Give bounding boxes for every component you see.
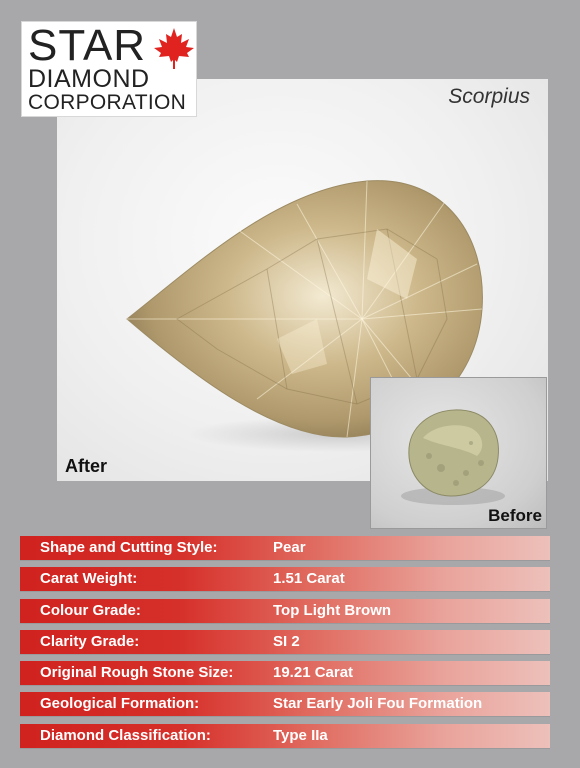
logo-line-corporation: CORPORATION: [28, 91, 187, 114]
spec-row-shape: [20, 536, 550, 560]
spec-value: 19.21 Carat: [273, 664, 354, 682]
spec-row-rough-size: [20, 661, 550, 685]
logo-line-diamond: DIAMOND: [28, 65, 150, 93]
spec-row-colour: [20, 599, 550, 623]
spec-label: Original Rough Stone Size:: [40, 664, 234, 682]
spec-value: Star Early Joli Fou Formation: [273, 695, 483, 713]
before-label: Before: [488, 506, 542, 525]
spec-label: Geological Formation:: [40, 695, 200, 713]
spec-label: Clarity Grade:: [40, 632, 140, 650]
spec-value: Pear: [273, 539, 306, 556]
spec-value: Type IIa: [273, 726, 328, 744]
spec-table: [20, 536, 550, 755]
stone-name: Scorpius: [448, 85, 530, 108]
spec-value: 1.51 Carat: [273, 570, 345, 588]
before-photo: [370, 377, 547, 529]
spec-row-classification: [20, 724, 550, 748]
maple-leaf-icon: [152, 26, 196, 70]
after-label: After: [65, 456, 108, 476]
spec-row-formation: [20, 692, 550, 716]
spec-label: Colour Grade:: [40, 601, 141, 619]
logo-line-star: STAR: [28, 21, 147, 70]
spec-label: Shape and Cutting Style:: [40, 539, 218, 556]
spec-label: Carat Weight:: [40, 570, 138, 588]
spec-row-clarity: [20, 630, 550, 654]
spec-row-carat: [20, 567, 550, 591]
spec-value: Top Light Brown: [273, 601, 392, 619]
spec-label: Diamond Classification:: [40, 726, 211, 744]
company-logo: [21, 21, 197, 117]
spec-value: SI 2: [273, 632, 300, 650]
